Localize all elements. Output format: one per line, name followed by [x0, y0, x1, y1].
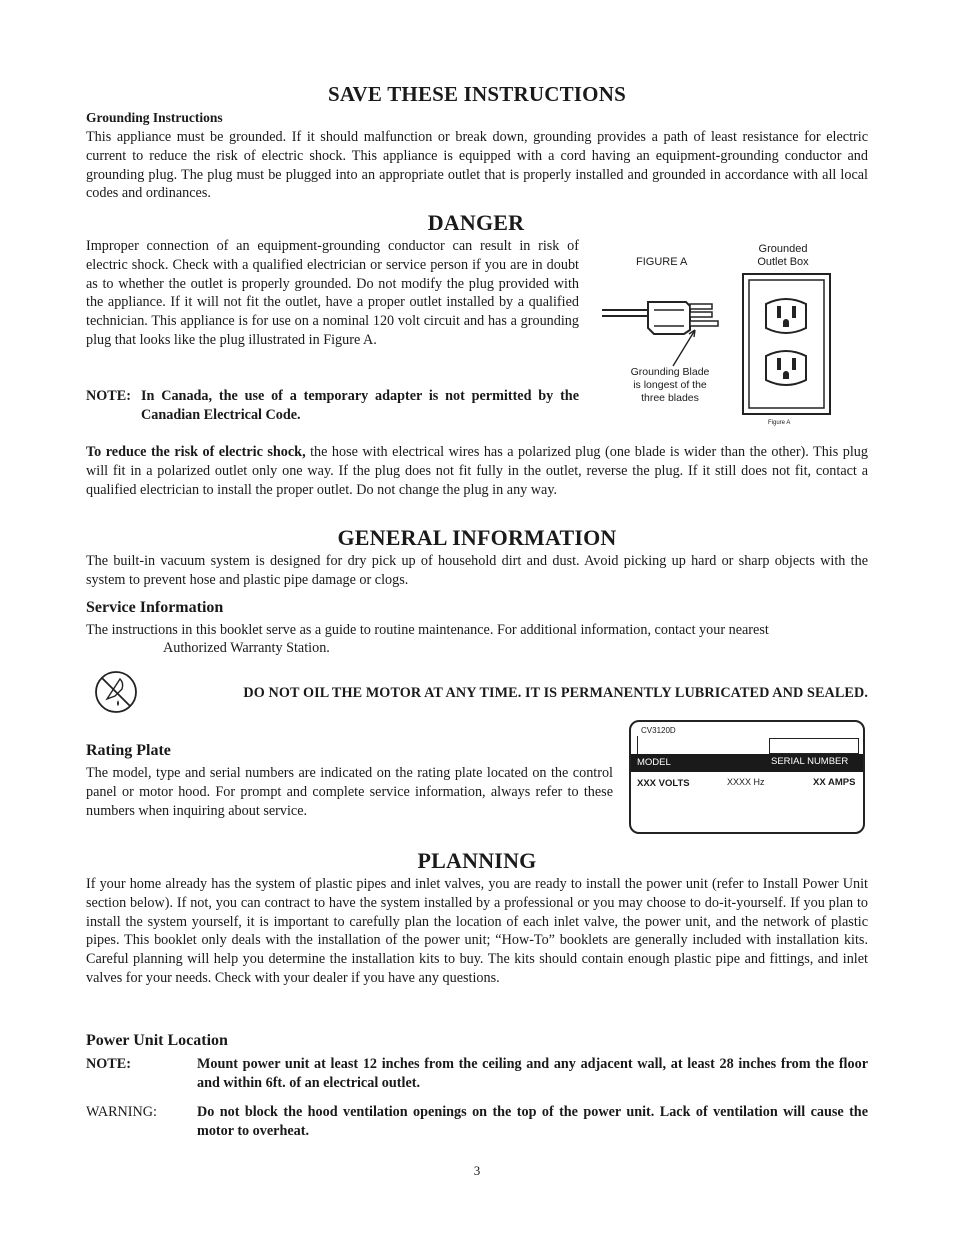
blade-label-2: is longest of the — [633, 379, 707, 391]
figure-a — [598, 240, 838, 430]
danger-title: DANGER — [427, 210, 525, 235]
plate-divider — [637, 736, 638, 756]
serial-box — [769, 738, 859, 754]
grounding-heading: Grounding Instructions — [86, 110, 223, 125]
location-heading: Power Unit Location — [86, 1032, 228, 1049]
grounding-blade-callout — [620, 366, 720, 405]
general-title: GENERAL INFORMATION — [337, 525, 617, 550]
planning-text: If your home already has the system of plastic pipes and inlet valves, you are ready to install the power unit (refer to Install Power Unit section below). If not, you can contract to have the system installed by a professional or you may choose to do-it-yourself. If you plan to install the system yourself, it is important to carefully plan the location of each inlet valve, the power unit, and the network of plastic pipes. This booklet only deals with the installation of the power unit; “How-To” booklets are generally included with installation kits. Careful planning will help you determine the installation kits to buy. The kits should contain enough plastic pipe and fittings, and inlet valves for your needs. Check with your dealer if you have any questions. — [86, 876, 868, 986]
rating-plate-illustration — [629, 720, 865, 834]
location-note-text: Mount power unit at least 12 inches from the ceiling and any adjacent wall, at least 28 inches from the floor and within 6ft. of an electrical outlet. — [197, 1056, 868, 1091]
danger-note-text: In Canada, the use of a temporary adapter is not permitted by the Canadian Electrical Code. — [141, 388, 579, 423]
service-text-2: Authorized Warranty Station. — [163, 640, 330, 656]
outlet-label-2: Outlet Box — [757, 256, 809, 268]
no-oil-icon — [94, 669, 138, 715]
service-heading: Service Information — [86, 599, 224, 616]
blade-label-3: three blades — [641, 392, 699, 404]
outlet-label-1: Grounded — [758, 243, 808, 255]
grounding-text: This appliance must be grounded. If it should malfunction or break down, grounding provides a path of least resistance for electric current to reduce the risk of electric shock. This appliance is equipped with a cord having an equipment-grounding conductor and grounding plug. The plug must be plugged into an appropriate outlet that is properly installed and grounded in accordance with all local codes and ordinances. — [86, 129, 868, 202]
location-warning-text: Do not block the hood ventilation openings on the top of the power unit. Lack of ventilation will cause the motor to overheat. — [197, 1104, 868, 1139]
page-number: 3 — [473, 1163, 481, 1178]
location-warning-label: WARNING: — [86, 1104, 157, 1120]
no-oil-warning: DO NOT OIL THE MOTOR AT ANY TIME. IT IS PERMANENTLY LUBRICATED AND SEALED. — [243, 685, 868, 701]
reduce-risk-text: the hose with electrical wires has a polarized plug (one blade is wider than the other). This plug will fit in a polarized outlet only one way. If the plug does not fit fully in the outlet, reverse the plug. If it still does not fit, contact a qualified electrician to install the proper outlet. Do not change the plug in any way. — [86, 444, 868, 498]
blade-label-1: Grounding Blade — [630, 366, 710, 378]
plate-serial-label: SERIAL NUMBER — [771, 756, 849, 767]
service-text-1: The instructions in this booklet serve as a guide to routine maintenance. For additional information, contact your nearest — [86, 622, 769, 638]
page-title: SAVE THESE INSTRUCTIONS — [328, 82, 626, 106]
planning-title: PLANNING — [417, 848, 537, 873]
danger-text: Improper connection of an equipment-grounding conductor can result in risk of electric shock. Check with a qualified electrician or service person if you are in doubt as to whether the outlet is properly grounded. Do not modify the plug provided with the appliance. If it will not fit the outlet, have a proper outlet installed by a qualified technician. This appliance is for use on a nominal 120 volt circuit and has a grounding plug that looks like the plug illustrated in Figure A. — [86, 238, 579, 348]
reduce-risk-lead: To reduce the risk of electric shock, — [86, 444, 306, 460]
plate-code: CV3120D — [641, 726, 676, 735]
rating-heading: Rating Plate — [86, 742, 171, 759]
plate-volts: XXX VOLTS — [637, 778, 690, 789]
general-text: The built-in vacuum system is designed for dry pick up of household dirt and dust. Avoid picking up hard or sharp objects with the system to prevent hose and plastic pipe damage or clogs. — [86, 553, 868, 588]
plate-amps: XX AMPS — [813, 777, 856, 788]
figure-a-caption: Figure A — [768, 420, 791, 426]
danger-note-label: NOTE: — [86, 388, 131, 404]
plate-hz: XXXX Hz — [727, 777, 765, 787]
figure-a-label: FIGURE A — [636, 256, 688, 268]
rating-text: The model, type and serial numbers are indicated on the rating plate located on the control panel or motor hood. For prompt and complete service information, always refer to these numbers when inquiring about service. — [86, 765, 613, 819]
location-note-label: NOTE: — [86, 1056, 131, 1072]
reduce-risk-paragraph — [86, 443, 868, 499]
plate-model-label: MODEL — [637, 757, 671, 768]
